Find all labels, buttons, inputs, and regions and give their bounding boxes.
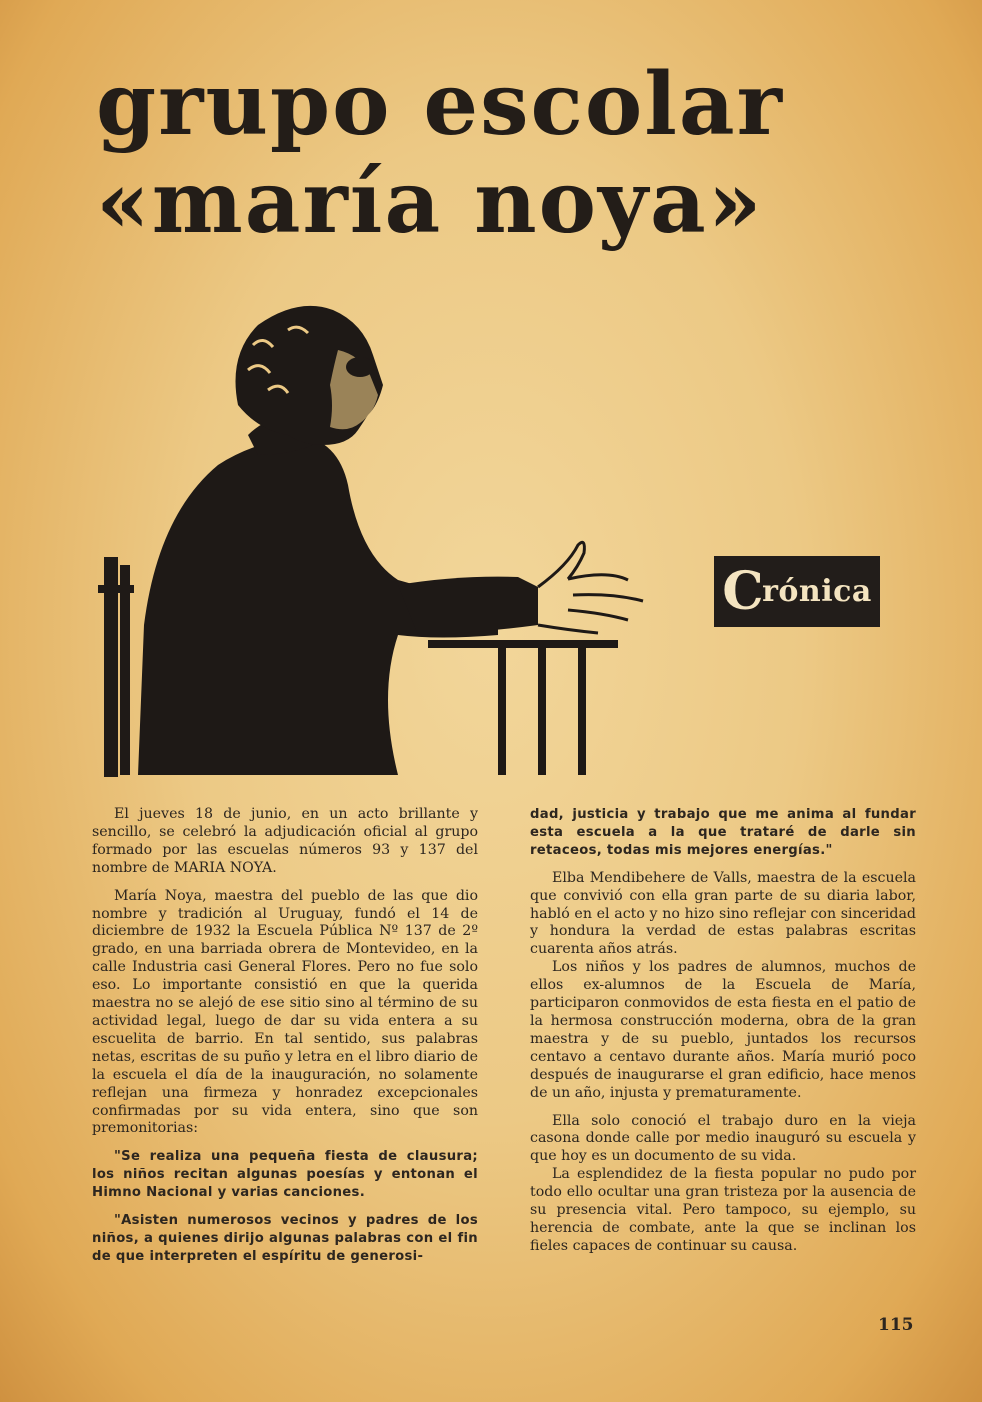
paragraph: Los niños y los padres de alumnos, muchos de ellos ex-alumnos de la Escuela de María, participaron conmovidos de esta fiesta en el patio de la hermosa construcción moderna, obra de la gran maestra y de su pueblo, juntados los recursos centavo a centavo durante años. María murió poco después de inaugurarse el gran edificio, hace menos de un año, injusta y prematuramente. xyxy=(530,959,916,1101)
portrait-photo xyxy=(98,295,688,785)
paragraph: María Noya, maestra del pueblo de las que dio nombre y tradición al Uruguay, fundó el 14 de diciembre de 1932 la Escuela Pública Nº 137 de 2º grado, en una barriada obrera de Montevideo, en la calle Industria casi General Flores. Pero no fue solo eso. Lo importante consistió en que la querida maestra no se alejó de ese sitio sino al término de su actividad legal, luego de dar su vida entera a su escuelita de barrio. En tal sentido, sus palabras netas, escritas de su puño y letra en el libro diario de la escuela el día de la inauguración, no solamente reflejan una firmeza y honradez excepcionales confirmadas por su vida entera, sino que son premonitorias: xyxy=(92,887,478,1137)
title-line-2: «maría noya» xyxy=(96,152,764,253)
quote-paragraph: "Se realiza una pequeña fiesta de clausura; los niños recitan algunas poesías y entonan el Himno Nacional y varias canciones. xyxy=(92,1149,478,1201)
paragraph: Elba Mendibehere de Valls, maestra de la escuela que convivió con ella gran parte de su diaria labor, habló en el acto y no hizo sino reflejar con sinceridad y hondura la verdad de estas palabras escritas cuarenta años atrás. xyxy=(530,869,916,958)
chair xyxy=(98,557,134,777)
logo-text: rónica xyxy=(762,574,872,609)
paragraph: Ella solo conoció el trabajo duro en la vieja casona donde calle por medio inauguró su escuela y que hoy es un documento de su vida. xyxy=(530,1112,916,1165)
paragraph: El jueves 18 de junio, en un acto brillante y sencillo, se celebró la adjudicación oficial al grupo formado por las escuelas números 93 y 137 del nombre de MARIA NOYA. xyxy=(92,806,478,876)
title-line-1: grupo escolar xyxy=(96,54,784,155)
cronica-logo xyxy=(714,556,880,627)
article-column-right xyxy=(530,806,916,1256)
paragraph: La esplendidez de la fiesta popular no pudo por todo ello ocultar una gran tristeza por la ausencia de su presencia vital. Pero tampoco, su ejemplo, su herencia de combate, ante la que se inclinan los fieles capaces de continuar su causa. xyxy=(530,1166,916,1254)
table xyxy=(428,640,618,775)
figure-hand xyxy=(538,542,643,633)
figure-arm xyxy=(398,577,538,635)
quote-paragraph: dad, justicia y trabajo que me anima al fundar esta escuela a la que trataré de darle sin retaceos, todas mis mejores energías." xyxy=(530,807,916,858)
quote-paragraph: "Asisten numerosos vecinos y padres de los niños, a quienes dirijo algunas palabras con el fin de que interpreten el espíritu de generosi- xyxy=(92,1213,478,1264)
logo-letter-c: C xyxy=(722,561,765,622)
article-column-left xyxy=(92,806,478,1266)
page-number: 115 xyxy=(878,1315,914,1335)
